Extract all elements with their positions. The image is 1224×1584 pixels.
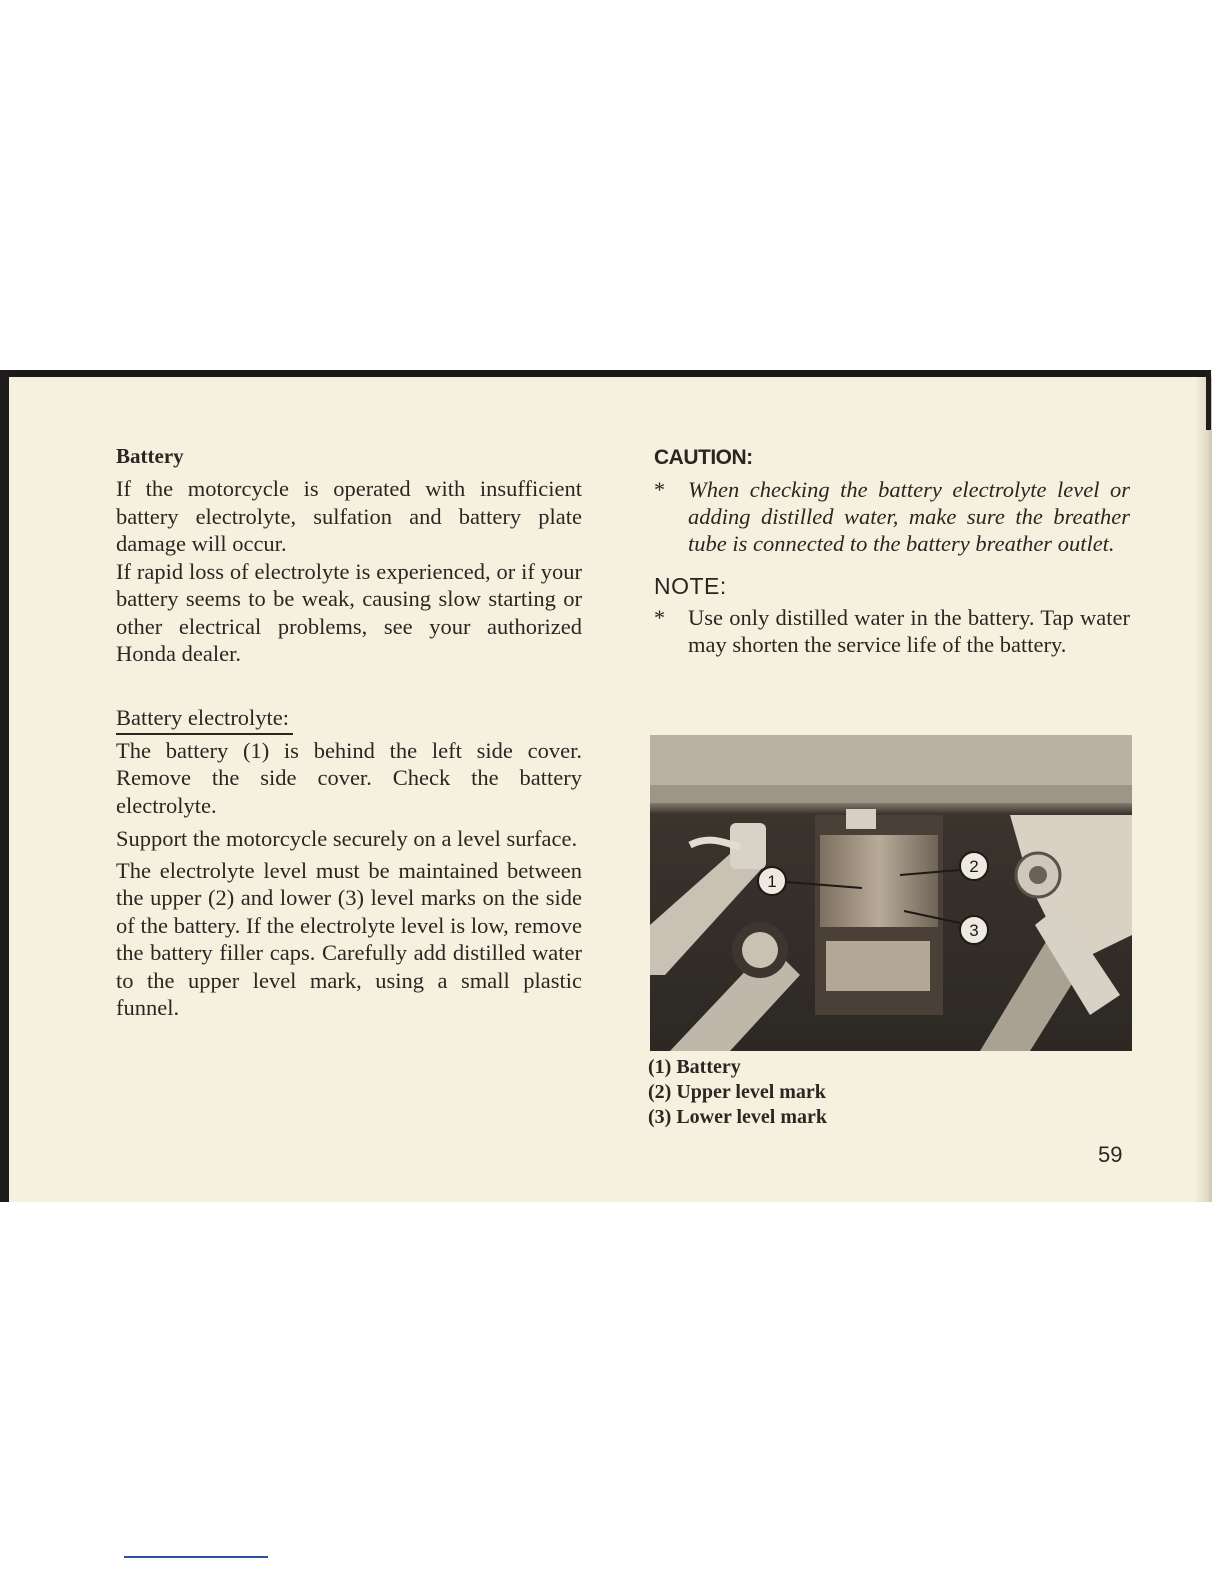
body-paragraph: The electrolyte level must be maintained between the upper (2) and lower (3) level marks on the side of the battery. If the electrolyte level is low, remove the battery filler caps. Carefully add distilled water to the upper level mark, using a small plastic funnel. xyxy=(116,857,582,1020)
intro-paragraph: If rapid loss of electrolyte is experienced, or if your battery seems to be weak, causing slow starting or other electrical problems, see your authorized Honda dealer. xyxy=(116,558,582,666)
callout-marker xyxy=(758,867,786,895)
page-right-shadow xyxy=(1196,377,1212,1202)
caution-text: When checking the battery electrolyte level or adding distilled water, make sure the breather tube is connected to the battery breather outlet. xyxy=(688,477,1130,556)
intro-paragraph: If the motorcycle is operated with insufficient battery electrolyte, sulfation and battery plate damage will occur. xyxy=(116,476,582,556)
caption-item: (1) Battery xyxy=(648,1056,741,1078)
note-text-rest: Tap water may shorten the service life of the battery. xyxy=(688,605,1130,657)
callout-label: 2 xyxy=(969,857,979,876)
callout-marker xyxy=(960,916,988,944)
asterisk-bullet-icon: * xyxy=(654,605,665,630)
figure-caption xyxy=(648,1055,827,1130)
note-item xyxy=(654,604,1130,658)
asterisk-bullet-icon: * xyxy=(654,477,665,502)
note-text xyxy=(688,604,1130,658)
battery-photo-illustration xyxy=(650,735,1132,1051)
callout-label: 3 xyxy=(969,921,979,940)
page-number: 59 xyxy=(1098,1142,1123,1167)
caution-title: CAUTION: xyxy=(654,446,753,469)
caution-item xyxy=(654,476,1130,557)
callout-marker xyxy=(960,852,988,880)
footer-rule xyxy=(124,1556,268,1558)
page-right-corner xyxy=(1206,370,1211,430)
note-title: NOTE: xyxy=(654,573,727,599)
section-heading: Battery xyxy=(116,444,184,468)
body-paragraph: The battery (1) is behind the left side cover. Remove the side cover. Check the battery electrolyte. xyxy=(116,737,582,818)
page-top-edge xyxy=(0,370,1210,377)
subsection-heading: Battery electrolyte: xyxy=(116,704,293,735)
caption-item: (3) Lower level mark xyxy=(648,1106,828,1128)
body-paragraph: Support the motorcycle securely on a level surface. xyxy=(116,826,578,851)
battery-photo xyxy=(650,735,1132,1051)
callout-label: 1 xyxy=(767,872,777,891)
caption-item: (2) Upper level mark xyxy=(648,1081,826,1103)
note-text-emphasis: Use only distilled water in the battery. xyxy=(688,605,1035,630)
page-binding-edge xyxy=(0,370,9,1202)
right-column xyxy=(654,446,1130,658)
left-column xyxy=(116,444,582,1022)
